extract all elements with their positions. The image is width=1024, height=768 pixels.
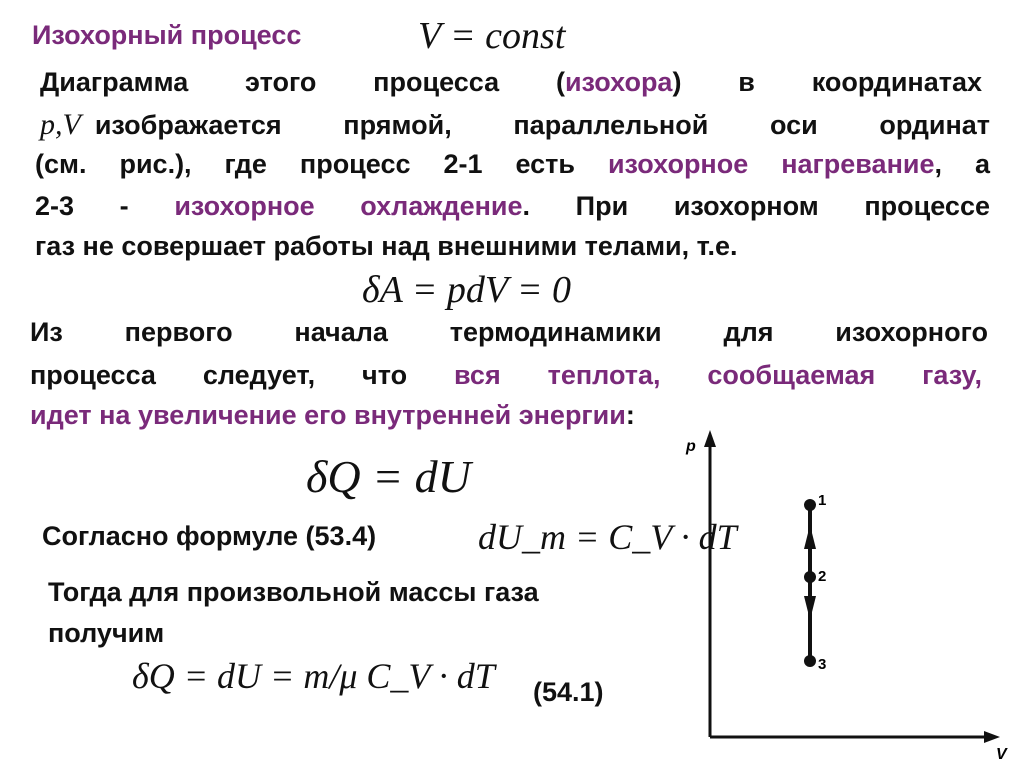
text-span: ) в координатах [672,67,982,97]
point-3 [804,655,816,667]
paragraph1-line2 [40,108,990,142]
point-1 [804,499,816,511]
formula-dq-du: δQ = dU [306,451,471,502]
paragraph2-line3 [30,400,635,431]
text-span: 2-3 - [35,191,175,221]
y-axis-arrow [704,430,716,447]
formula-pv: p,V [40,108,81,141]
then-text-line2: получим [48,618,165,648]
text-span: Диаграмма этого процесса ( [40,67,565,97]
highlight-energy: идет на увеличение его внутренней энергии [30,400,626,430]
then-text-line1: Тогда для произвольной массы газа [48,577,539,607]
equation-number: (54.1) [533,677,604,707]
formula-work-zero: δA = pdV = 0 [362,269,571,311]
text-span: (см. рис.), где процесс 2-1 есть [35,149,608,179]
axis-label-p: p [686,438,696,455]
point-label-2: 2 [818,568,827,585]
text-span: . При изохорном процессе [522,191,990,221]
paragraph1-line1 [40,67,982,98]
text-span: : [625,400,635,430]
highlight-isochore: изохора [564,67,673,97]
highlight-cooling: изохорное охлаждение [174,191,523,221]
text-span: изображается прямой, параллельной оси ординат [94,110,990,140]
point-label-1: 1 [818,492,827,509]
axis-label-v: V [996,746,1007,763]
x-axis-arrow [984,731,1000,743]
point-label-3: 3 [818,656,827,673]
according-text: Согласно формуле (53.4) [42,521,377,551]
highlight-heat: вся теплота, сообщаемая газу, [454,360,982,390]
text-span: , а [934,149,990,179]
slide-title: Изохорный процесс [32,20,302,50]
paragraph2-line2 [30,360,982,391]
paragraph1-line5: газ не совершает работы над внешними телами, т.е. [35,231,738,261]
formula-dum: dU_m = C_V · dT [478,517,737,557]
paragraph1-line4 [35,191,990,222]
paragraph2-line1: Из первого начала термодинамики для изохорного [30,317,988,347]
highlight-heating: изохорное нагревание [607,149,935,179]
formula-final: δQ = dU = m/μ C_V · dT [132,656,495,696]
pv-diagram [680,425,1020,765]
arrow-down [804,596,816,620]
point-2 [804,571,816,583]
text-span: процесса следует, что [30,360,454,390]
formula-v-const: V = const [418,15,566,57]
paragraph1-line3 [35,149,990,180]
arrow-up [804,525,816,549]
